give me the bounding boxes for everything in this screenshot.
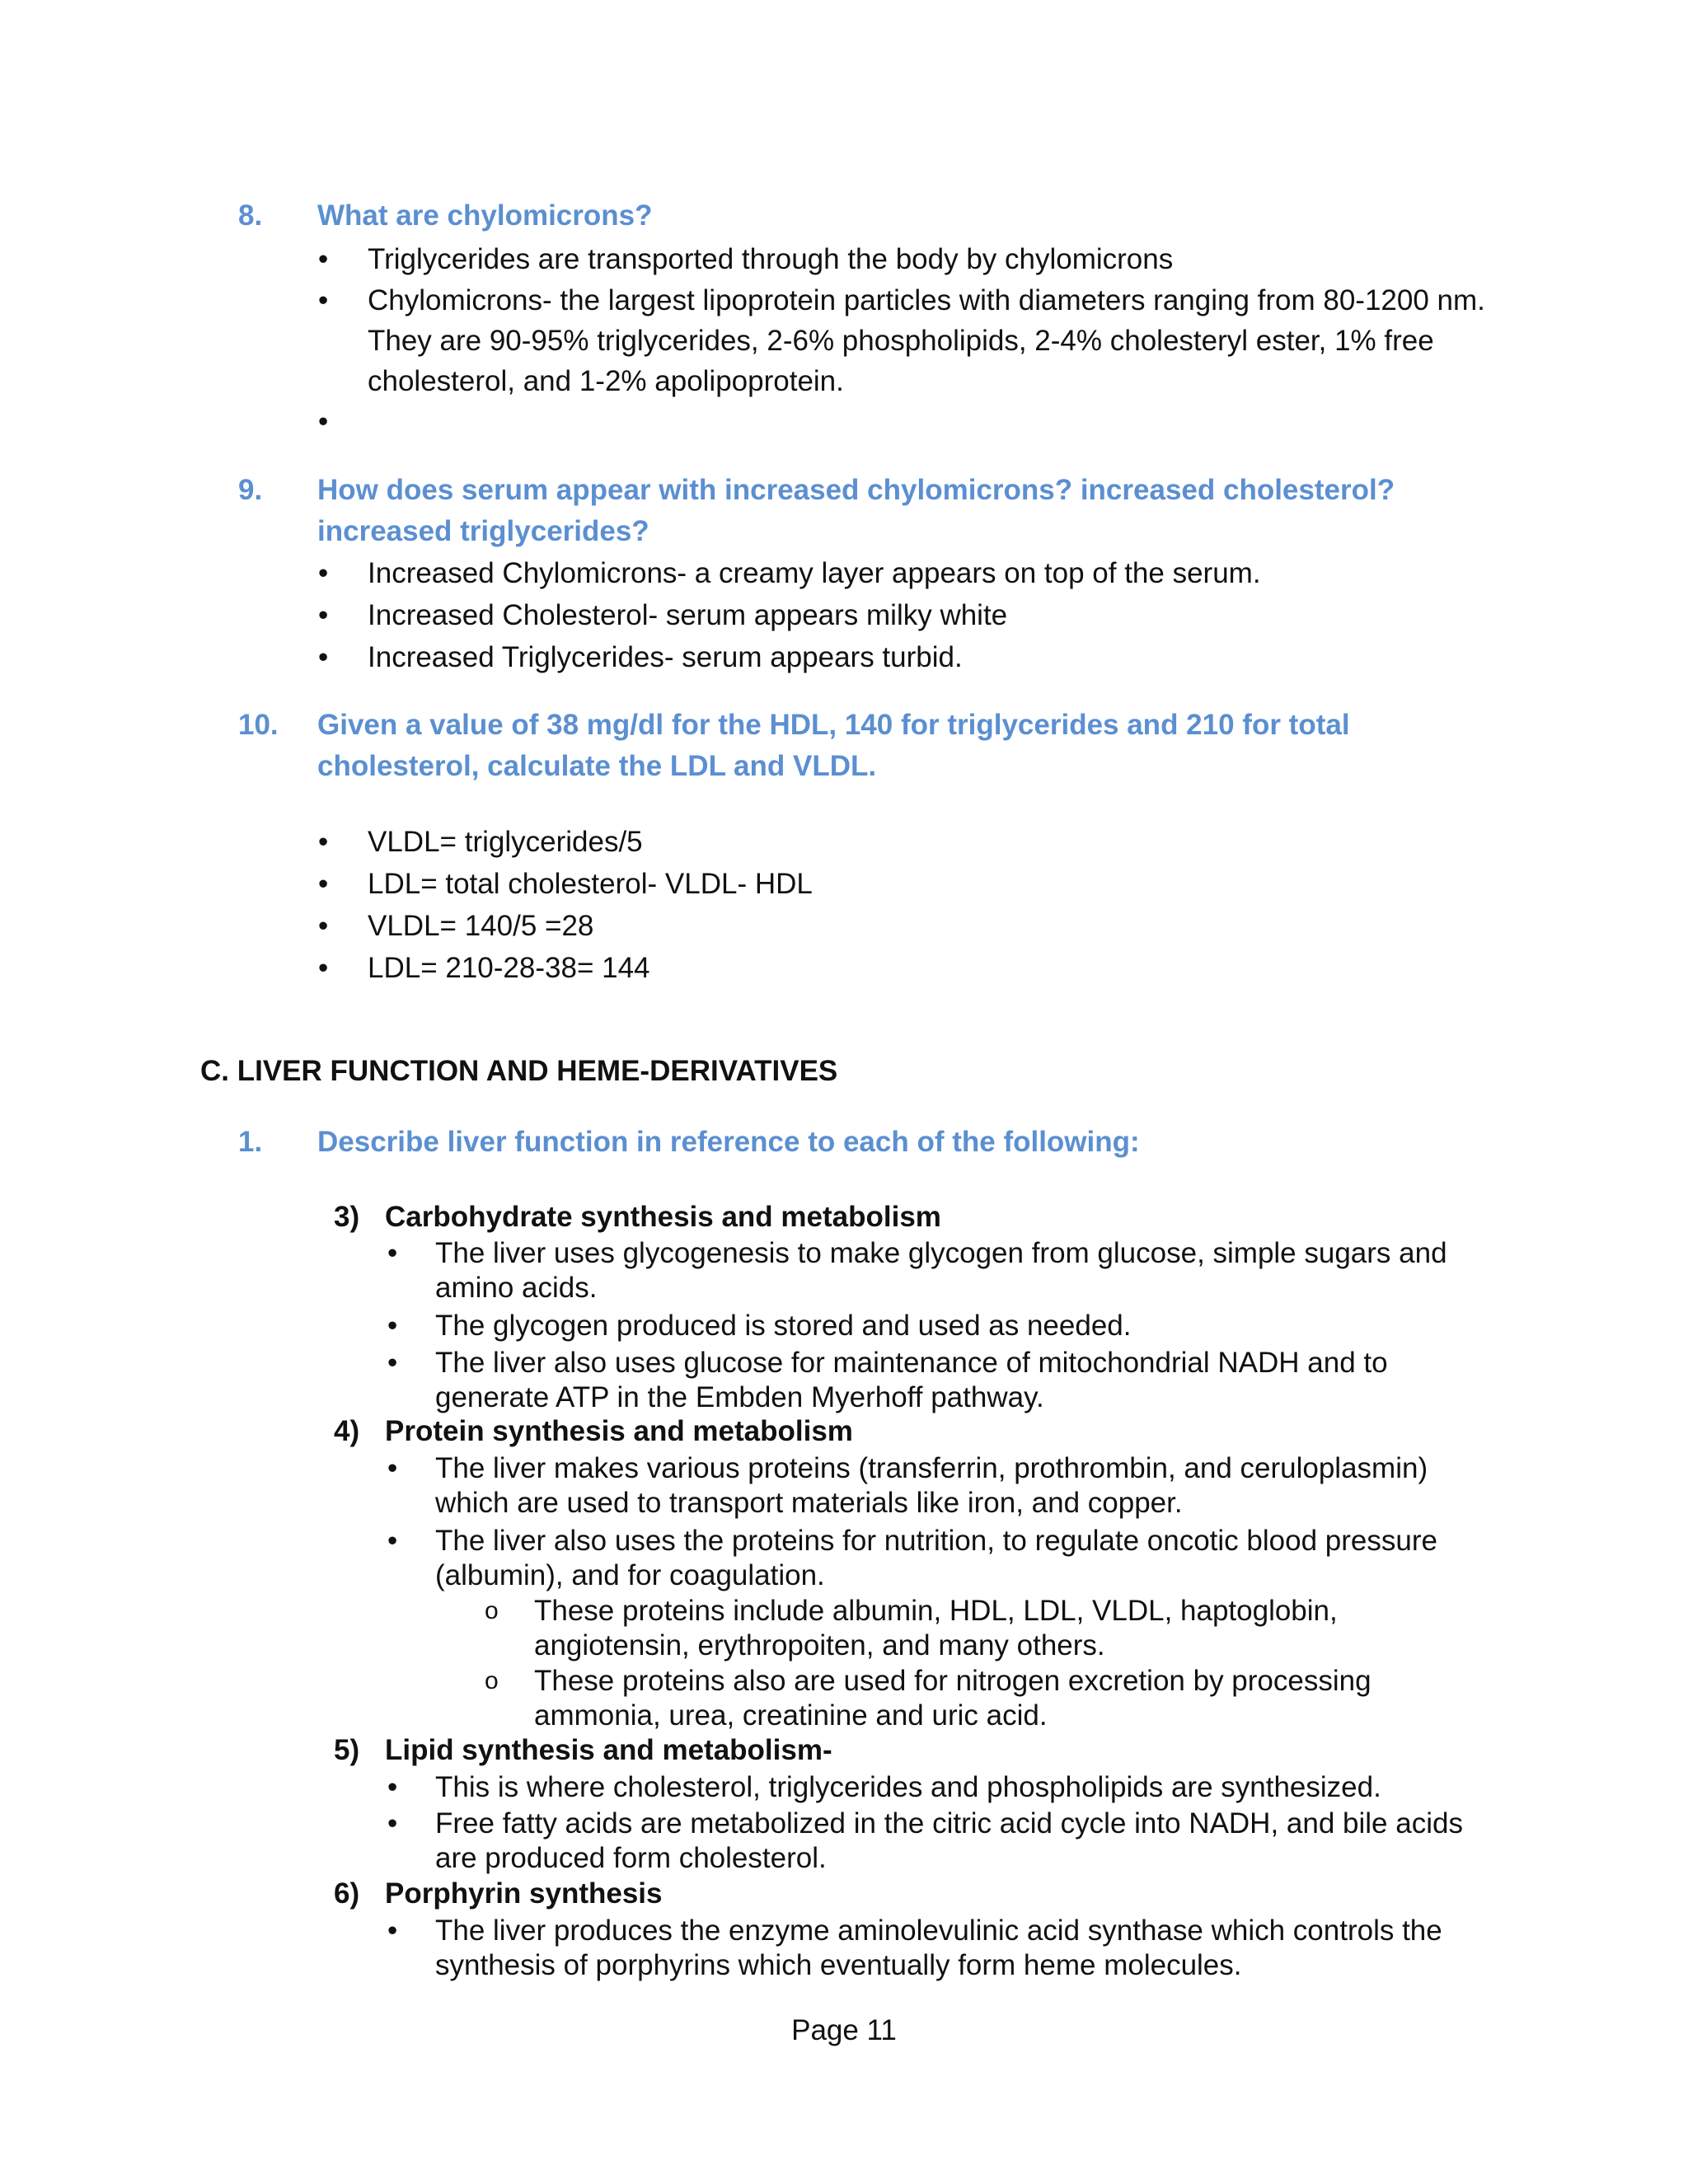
question-number: 9. [238, 474, 263, 506]
question-number: 10. [238, 709, 279, 741]
bullet-icon: • [318, 405, 329, 438]
circle-bullet-icon: o [485, 1597, 499, 1624]
section-heading: C. LIVER FUNCTION AND HEME-DERIVATIVES [200, 1055, 838, 1087]
bullet-icon: • [318, 599, 329, 631]
bullet-icon: • [387, 1237, 398, 1269]
circle-bullet-icon: o [485, 1667, 499, 1694]
question-text: Describe liver function in reference to each of the following: [317, 1126, 1140, 1158]
bullet-icon: • [387, 1310, 398, 1342]
bullet-icon: • [387, 1347, 398, 1379]
bullet-icon: • [387, 1915, 398, 1947]
question-number: 1. [238, 1126, 263, 1158]
bullet-icon: • [318, 952, 329, 984]
bullet-icon: • [387, 1807, 398, 1840]
bullet-icon: • [318, 868, 329, 900]
bullet-icon: • [387, 1525, 398, 1557]
bullet-icon: • [318, 243, 329, 275]
bullet-icon: • [318, 641, 329, 673]
question-number: 8. [238, 199, 263, 232]
bullet-icon: • [318, 284, 329, 316]
question-text: How does serum appear with increased chylomicrons? increased cholesterol? increased triglycerides? [317, 474, 1395, 547]
page-number: Page 11 [791, 2014, 897, 2046]
bullet-icon: • [387, 1452, 398, 1484]
bullet-icon: • [318, 557, 329, 589]
bullet-icon: • [318, 910, 329, 942]
bullet-icon: • [387, 1771, 398, 1803]
bullet-icon: • [318, 826, 329, 858]
question-text: Given a value of 38 mg/dl for the HDL, 140 for triglycerides and 210 for total cholesterol, calculate the LDL and VLDL. [317, 709, 1350, 782]
question-text: What are chylomicrons? [317, 199, 653, 232]
document-page: 8. What are chylomicrons? • Triglycerides are transported through the body by chylomicrons • Chylomicrons- the largest lipoprotein particles with diameters ranging from 80-1200 nm. They are 90-95% triglycerides, 2-6% phospholipids, 2-4% cholesteryl ester, 1% free cholesterol, and 1-2% apolipoprotein. • 9. How does serum appear with increased chylomicrons? increased cholesterol? increased triglycerides? • Increased Chylomicrons- a creamy layer appears on top of the serum. • Increased Cholesterol- serum appears milky white • Increased Triglycerides- serum appears turbid. 10. Given a value of 38 mg/dl for the HDL, 140 for triglycerides and 210 for total cholesterol, calculate the LDL and VLDL. • VLDL= triglycerides/5 • LDL= total cholesterol- VLDL- HDL • VLDL= 140/5 =28 • LDL= 210-28-38= 144 C. LIVER FUNCTION AND HEME-DERIVATIVES 1. Describe liver function in reference to each of the following: 3) Carbohydrate synthesis and metabolism • The liver uses glycogenesis to make glycogen from glucose, simple sugars and amino acids. • The glycogen produced is stored and used as needed. • The liver also uses glucose for maintenance of mitochondrial NADH and to generate ATP in the Embden Myerhoff pathway. 4) Protein synthesis and metabolism • The liver makes various proteins (transferrin, prothrombin, and ceruloplasmin) which are used to transport materials like iron, and copper. • The liver also uses the proteins for nutrition, to regulate oncotic blood pressure (albumin), and for coagulation. o These proteins include albumin, HDL, LDL, VLDL, haptoglobin, angiotensin, erythropoiten, and many others. o These proteins also are used for nitrogen excretion by processing ammonia, urea, creatinine and uric acid. 5) Lipid synthesis and metabolism- • This is where cholesterol, triglycerides and phospholipids are synthesized. • Free fatty acids are metabolized in the citric acid cycle into NADH, and bile acids are produced form cholesterol. 6) Porphyrin synthesis • The liver produces the enzyme aminolevulinic acid synthase which controls the synthesis of porphyrins which eventually form heme molecules. Page 11 [0, 0, 1688, 2184]
